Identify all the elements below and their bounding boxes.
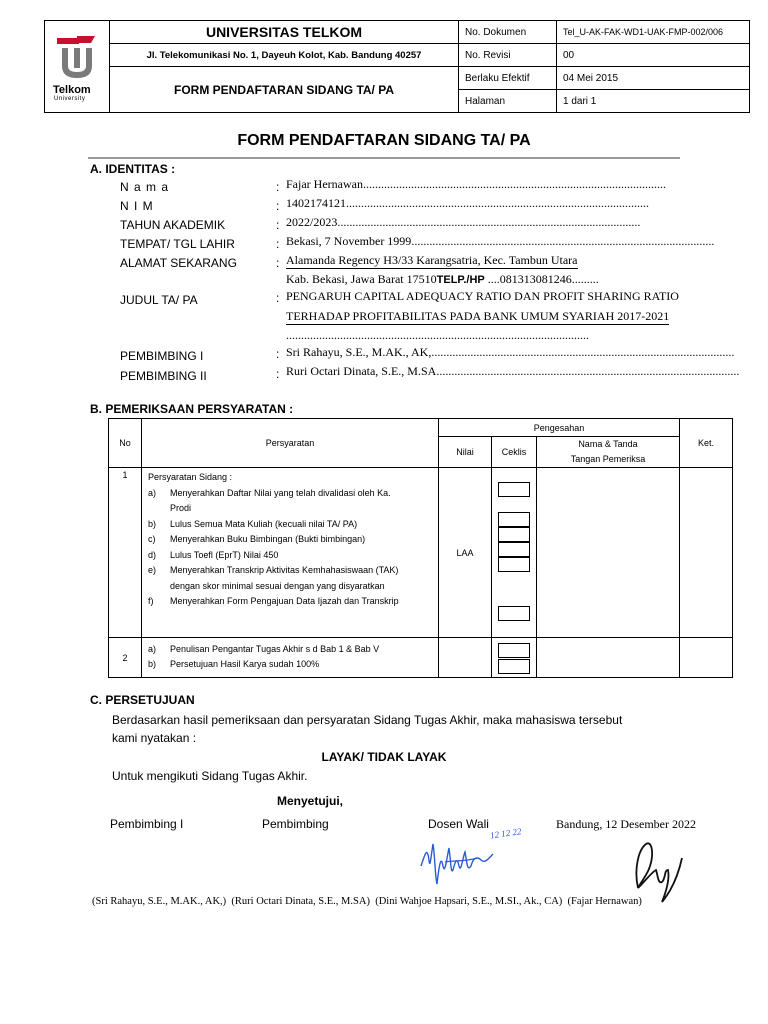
page-title: FORM PENDAFTARAN SIDANG TA/ PA [237,132,531,149]
alamat-field-2[interactable] [286,272,626,287]
nama-dots: ..................................................................................................... [362,177,666,191]
judul-field-1[interactable] [286,289,726,304]
university-address: Jl. Telekomunikasi No. 1, Dayeuh Kolot, Kab. Bandung 40257 [110,44,459,67]
item-text: Menyerahkan Daftar Nilai yang telah divalidasi oleh Ka. Prodi [170,487,391,513]
tahun-value: 2022/2023 [286,215,338,229]
telp-label: TELP./HP [436,274,485,286]
section-persetujuan-heading: C. PERSETUJUAN [90,693,195,707]
nim-dots: ..................................................................................................... [346,196,649,210]
row2-pemeriksa[interactable] [537,638,680,678]
logo-subtext: University [54,96,86,102]
telkom-university-logo [49,30,105,103]
col-ket-header: Ket. [680,419,733,468]
sign-label-wali: Dosen Wali [428,817,489,831]
row1-ket[interactable] [680,468,733,638]
section-identitas-heading: A. IDENTITAS : [90,162,176,176]
item-marker: e) [148,565,157,575]
col-pemeriksa-line2: Tangan Pemeriksa [570,454,646,464]
nama-label: N a m a [120,180,170,194]
checkbox-e[interactable] [498,557,530,572]
list-item [148,532,434,548]
alamat-label: ALAMAT SEKARANG [120,256,237,270]
checkbox-2a[interactable] [498,643,530,658]
alamat-value-2: Kab. Bekasi, Jawa Barat 17510 [286,272,437,286]
col-no-header: No [109,419,142,468]
checkbox-f[interactable] [498,606,530,621]
list-item [148,594,434,610]
item-text: Menyerahkan Form Pengajuan Data Ijazah dan Transkrip [170,596,399,606]
row1-requirements [142,468,439,638]
judul-value-2: TERHADAP PROFITABILITAS PADA BANK UMUM SYARIAH 2017-2021 [286,309,670,323]
item-text: Menyerahkan Transkrip Aktivitas Kemhahasiswaan (TAK) dengan skor minimal sesuai dengan yang disyaratkan [170,565,399,591]
pembimbing2-label: PEMBIMBING II [120,369,207,383]
table-row [109,468,733,638]
checkbox-c[interactable] [498,527,530,542]
pembimbing2-field[interactable] [286,364,740,379]
pembimbing2-dots: ..................................................................................................... [436,364,740,378]
document-header [44,20,750,113]
header-form-title: FORM PENDAFTARAN SIDANG TA/ PA [110,67,459,113]
name-pembimbing1: (Sri Rahayu, S.E., M.AK., AK,) [92,896,227,907]
ttl-field[interactable] [286,234,715,249]
row1-no: 1 [109,468,142,638]
pembimbing1-dots: ..................................................................................................... [431,345,735,359]
telp-value: 081313081246 [499,272,572,286]
persetujuan-paragraph-1: Berdasarkan hasil pemeriksaan dan persyaratan Sidang Tugas Akhir, maka mahasiswa tersebut [112,713,623,727]
row2-no: 2 [109,638,142,678]
logo-cell [45,21,110,113]
telp-dots: ......... [571,272,599,286]
meta-label-2: Berlaku Efektif [459,67,557,90]
meta-label-1: No. Revisi [459,44,557,67]
checkbox-d[interactable] [498,542,530,557]
row1-pemeriksa[interactable] [537,468,680,638]
list-item [148,642,434,657]
judul-colon: : [276,291,280,305]
row1-nilai: LAA [439,468,492,638]
item-text: Lulus Semua Mata Kuliah (kecuali nilai TA/ PA) [170,518,358,529]
tahun-label: TAHUN AKADEMIK [120,218,226,232]
row2-ket[interactable] [680,638,733,678]
ttl-label: TEMPAT/ TGL LAHIR [120,237,235,251]
nama-colon: : [276,180,280,194]
persetujuan-paragraph-2: kami nyatakan : [112,731,197,745]
nim-field[interactable] [286,196,649,211]
meta-label-0: No. Dokumen [459,21,557,44]
col-persyaratan-header: Persyaratan [142,419,439,468]
tahun-field[interactable] [286,215,641,230]
item-marker: c) [148,534,156,544]
judul-value-1: PENGARUH CAPITAL ADEQUACY RATIO DAN PROFIT SHARING RATIO [286,289,679,303]
ttl-colon: : [276,237,280,251]
row1-ceklis [492,468,537,638]
list-item [148,548,434,564]
row2-requirements [142,638,439,678]
col-pengesahan-header: Pengesahan [439,419,680,437]
judul-field-2[interactable] [286,309,726,325]
pembimbing2-colon: : [276,367,280,381]
nama-value: Fajar Hernawan [286,177,363,191]
checkbox-2b[interactable] [498,659,530,674]
item-text: Menyerahkan Buku Bimbingan (Bukti bimbingan) [170,534,366,544]
telp-dots-pre: .... [484,272,500,286]
alamat-colon: : [276,256,280,270]
item-marker: f) [148,596,154,606]
list-item [148,517,434,533]
checkbox-a[interactable] [498,482,530,497]
requirements-table [108,418,733,678]
decision-text: LAYAK/ TIDAK LAYAK [321,750,447,764]
name-student: (Fajar Hernawan) [567,896,642,907]
checkbox-b[interactable] [498,512,530,527]
item-marker: a) [148,644,157,654]
col-pemeriksa-line1: Nama & Tanda [578,439,638,449]
table-row [109,638,733,678]
item-text: Persetujuan Hasil Karya sudah 100% [170,659,320,669]
section-pemeriksaan-heading: B. PEMERIKSAAN PERSYARATAN : [90,402,294,416]
col-pemeriksa-header [537,437,680,468]
nama-field[interactable] [286,177,666,192]
ttl-value: Bekasi, 7 November 1999 [286,234,412,248]
item-marker: b) [148,659,157,669]
alamat-value-1: Alamanda Regency H3/33 Karangsatria, Kec. Tambun Utara [286,253,578,267]
pembimbing1-field[interactable] [286,345,735,360]
tahun-colon: : [276,218,280,232]
item-text: Lulus Toefl (EprT) Nilai 450 [170,549,279,560]
meta-value-1: 00 [557,44,750,67]
col-ceklis-header: Ceklis [492,437,537,468]
sign-date: Bandung, 12 Desember 2022 [556,817,696,831]
meta-value-3: 1 dari 1 [557,90,750,113]
university-name: UNIVERSITAS TELKOM [110,21,459,44]
menyetujui-label: Menyetujui, [277,794,344,808]
signatory-names [92,896,642,907]
item-text: Penulisan Pengantar Tugas Akhir s d Bab 1 & Bab V [170,644,380,654]
row1-title: Persyaratan Sidang : [148,472,233,482]
signature-dosen-wali [415,826,515,892]
handwritten-date-annotation: 12 12 22 [489,826,522,841]
list-item [148,563,434,594]
pembimbing1-colon: : [276,347,280,361]
item-marker: a) [148,487,157,498]
meta-value-2: 04 Mei 2015 [557,67,750,90]
item-marker: b) [148,518,157,529]
pembimbing2-value: Ruri Octari Dinata, S.E., M.SA [286,364,437,378]
judul-label: JUDUL TA/ PA [120,293,198,307]
item-marker: d) [148,549,157,560]
sign-label-pembimbing1: Pembimbing I [110,817,184,831]
row2-nilai[interactable] [439,638,492,678]
sign-label-pembimbing2: Pembimbing [262,817,329,831]
ttl-dots: ..................................................................................................... [411,234,715,248]
judul-dots-line: ..................................................................................................... [286,328,589,342]
col-nilai-header: Nilai [439,437,492,468]
pembimbing1-value: Sri Rahayu, S.E., M.AK., AK, [286,345,432,359]
list-item [148,657,434,672]
tahun-dots: ..................................................................................................... [337,215,641,229]
row2-ceklis [492,638,537,678]
pembimbing1-label: PEMBIMBING I [120,349,204,363]
persetujuan-paragraph-3: Untuk mengikuti Sidang Tugas Akhir. [112,769,308,783]
meta-value-0: Tel_U-AK-FAK-WD1-UAK-FMP-002/006 [557,21,750,44]
nim-value: 1402174121 [286,196,346,210]
telkom-logo-icon [49,30,105,82]
logo-text: Telkom [53,84,91,96]
name-dosen-wali: (Dini Wahjoe Hapsari, S.E., M.SI., Ak., CA) [375,896,563,907]
title-divider [88,157,680,159]
name-pembimbing2: (Ruri Octari Dinata, S.E., M.SA) [231,896,370,907]
list-item [148,486,434,517]
meta-label-3: Halaman [459,90,557,113]
alamat-field-1[interactable] [286,253,626,269]
nim-label: N I M [120,199,154,213]
nim-colon: : [276,199,280,213]
